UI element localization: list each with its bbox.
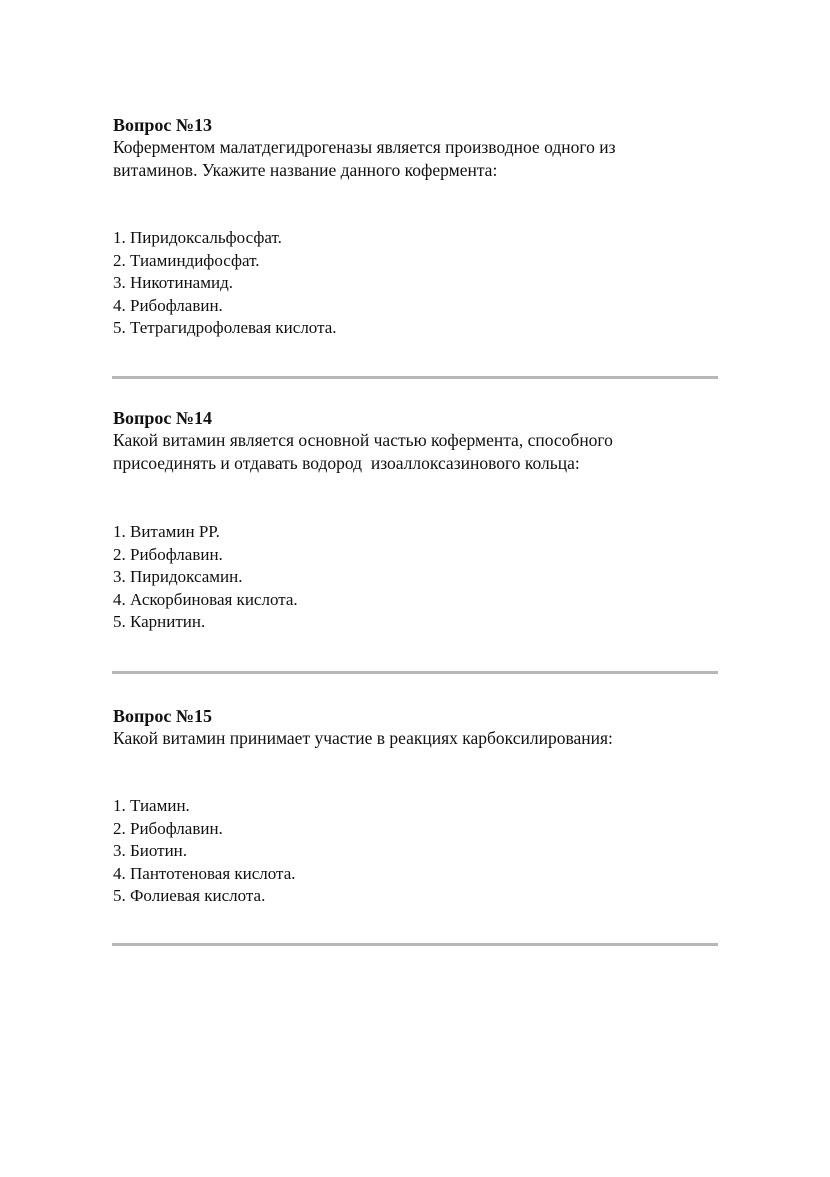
question-title: Вопрос №14 [113, 408, 212, 428]
answer-option: 3. Никотинамид. [113, 273, 233, 292]
answer-option: 1. Пиридоксальфосфат. [113, 228, 282, 247]
question-text-line: Какой витамин является основной частью кофермента, способного [113, 430, 613, 450]
answer-option: 4. Аскорбиновая кислота. [113, 589, 298, 609]
answer-options [113, 795, 723, 908]
answer-option: 2. Тиаминдифосфат. [113, 250, 260, 270]
answer-option: 3. Пиридоксамин. [113, 567, 243, 586]
section-divider [112, 671, 718, 674]
answer-option: 5. Карнитин. [113, 612, 206, 631]
question-text-line: присоединять и отдавать водород изоаллоксазинового кольца: [113, 453, 580, 473]
answer-option: 1. Тиамин. [113, 796, 190, 815]
question-15 [113, 705, 723, 908]
question-13 [113, 114, 723, 340]
answer-option: 5. Фолиевая кислота. [113, 886, 266, 905]
answer-option: 2. Рибофлавин. [113, 544, 223, 564]
answer-option: 4. Рибофлавин. [113, 295, 223, 315]
answer-option: 5. Тетрагидрофолевая кислота. [113, 318, 337, 337]
question-title: Вопрос №13 [113, 115, 212, 135]
answer-option: 3. Биотин. [113, 841, 188, 860]
question-text-line: Коферментом малатдегидрогеназы является производное одного из [113, 137, 616, 157]
answer-options [113, 521, 723, 634]
question-text-line: Какой витамин принимает участие в реакциях карбоксилирования: [113, 728, 613, 748]
question-14 [113, 407, 723, 634]
question-text-line: витаминов. Укажите название данного кофермента: [113, 160, 498, 180]
answer-option: 1. Витамин РР. [113, 522, 220, 541]
answer-option: 4. Пантотеновая кислота. [113, 863, 296, 883]
answer-options [113, 227, 723, 340]
section-divider [112, 376, 718, 379]
answer-option: 2. Рибофлавин. [113, 818, 223, 838]
section-divider [112, 943, 718, 946]
question-title: Вопрос №15 [113, 706, 212, 726]
